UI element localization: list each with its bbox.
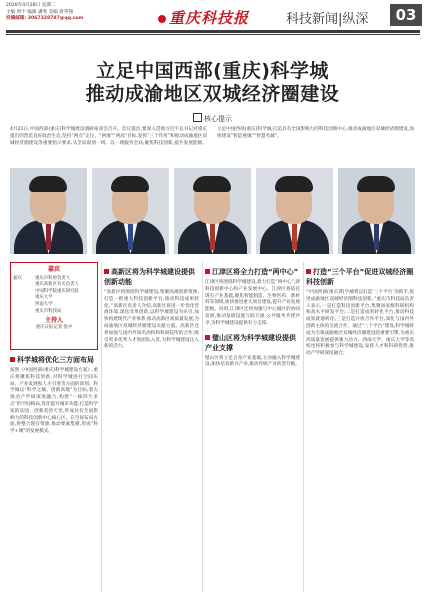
lead-paragraph: 4月21日,中国西部(重庆)科学城建设调研座谈会召开。会议提出,要深入贯彻习近平总书记对重庆提出的营造良好政治生态,坚持“两点”定位、“两地”“两高”目标,发挥“三个作用”和推动成渝地区双城经济圈建设等重要指示要求,从全局谋划一域、以一域服务全局,聚焦科技创新,提升发展能级。立足中国西部(重庆)科学城,打造具有全国影响力的科技创新中心,推动成渝地区双城经济圈建设,加快建设“智造重镇”“智慧名城”。 (10, 127, 414, 146)
right-subheading-text: 打造“三个平台”促进双城经济圈科技创新 (306, 268, 414, 286)
photo-4 (256, 168, 333, 254)
guest-name: 西南大学 (35, 301, 53, 307)
header-rule (6, 30, 420, 33)
column-divider (101, 262, 102, 592)
bullet-icon (10, 357, 15, 362)
guest-role (13, 282, 35, 289)
guest-name: 重庆市科技局 (35, 308, 62, 314)
bullet-icon (104, 269, 109, 274)
column-divider (303, 262, 304, 592)
headline-line-1: 立足中国西部(重庆)科学城 (96, 60, 329, 82)
guest-role (13, 302, 35, 309)
middle-column-2 (205, 262, 300, 369)
guest-row (13, 302, 95, 309)
portrait-tie (46, 224, 51, 250)
left-body: 按照《中国西部(重庆)科学城建设方案》,重庆将聚焦科技创新,对科学城进行空间布局、产业发展和人才引进等方面的谋划。科学城以“科学之城、创新高地”为目标,着力推动产学研深度融合,构建“一核四片多点”的空间格局,优化提升城市功能,打造科学家的乐园、创新者的天堂,形成具有全国影响力的科技创新中心核心区。在空间布局方面,将整合现有资源,推动要素集聚,形成“科学+城”的发展模式。 (10, 368, 98, 435)
page-number: 03 (390, 4, 422, 26)
paper-title: 重庆科技报 (169, 9, 250, 27)
portrait-tie (374, 224, 379, 250)
right-subheading (306, 267, 414, 287)
guest-role: 嘉宾 (13, 275, 22, 281)
guest-role (13, 309, 35, 316)
main-headline (0, 60, 425, 106)
key-point-label (0, 113, 425, 124)
guest-row (13, 289, 95, 296)
column-divider (202, 262, 203, 592)
key-point-text: 核心提示 (204, 115, 232, 123)
photo-5 (338, 168, 415, 254)
paper-masthead (158, 7, 249, 28)
right-column (306, 262, 414, 358)
guest-row (13, 309, 95, 316)
email-line: 投稿邮箱: 3067328787@qq.com (6, 16, 84, 22)
header-rule-thin (6, 34, 420, 35)
mid-subheading (104, 267, 199, 287)
mid-subheading-text: 高新区将为科学城建设提供创新动能 (104, 268, 195, 286)
mid-body: “高新区将围绕科学城建设,集聚高端创新资源,打造一批重大科技创新平台,推动科技成果转化。”高新区负责人介绍,高新区将进一步优化营商环境,深化改革创新,以科学城建设为牵引,加快构建现代产业体系,推动高新区高质量发展,为成渝地区双城经济圈建设贡献力量。高新区还将加强与国内外知名高校和科研院所的合作,吸引更多优秀人才和团队入驻,为科学城建设注入新的活力。 (104, 290, 199, 350)
portrait-tie (292, 224, 297, 250)
editor-line: 主编 周宇 编辑 潘秀 美编 唐英翔 (6, 9, 74, 15)
photo-2 (92, 168, 169, 254)
guest-row (13, 295, 95, 302)
guest-name: 重庆市科协负责人 (35, 275, 71, 281)
mid2-subheading (205, 267, 300, 277)
guest-name: 重庆大学 (35, 295, 53, 301)
section-title: 科技新闻|纵深 (286, 12, 369, 27)
headline-line-2: 推动成渝地区双城经济圈建设 (85, 83, 340, 105)
guest-row (13, 282, 95, 289)
guest-name: 中国科学院重庆研究院 (35, 288, 79, 294)
note-icon (193, 113, 202, 122)
guest-box-title: 嘉宾 (47, 266, 60, 273)
portrait-hair (357, 176, 395, 192)
left-column (10, 262, 98, 436)
mid2-subheading-2-text: 璧山区将为科学城建设提供产业支撑 (205, 333, 296, 352)
section-main: 科技新闻 (286, 12, 339, 27)
masthead-logo-icon (158, 15, 166, 23)
page-header (0, 0, 425, 52)
mid2-subheading-2 (205, 333, 300, 353)
bullet-icon (205, 269, 210, 274)
guest-name: 重庆高新区有关负责人 (35, 282, 79, 288)
photo-1 (10, 168, 87, 254)
mid2-body-2: 璧山区将立足自身产业基础,主动融入科学城建设,加快培育新兴产业,推动传统产业转型升级。 (205, 355, 300, 368)
right-body: “中国西部(重庆)科学城将以打造‘三个平台’为抓手,促进成渝地区双城经济圈科技创新。”重庆市科技局负责人表示,一是打造科技创新平台,集聚国家级科研机构和高水平研发平台;二是打造成果转化平台,推动科技成果就地转化;三是打造开放合作平台,深化与国内外创新主体的交流合作。通过“三个平台”建设,科学城将成为引领成渝地区双城经济圈建设的重要引擎,为重庆高质量发展提供强大动力。西南大学、重庆大学等高校也将积极参与科学城建设,发挥人才和科研优势,推动产学研深度融合。 (306, 290, 414, 357)
portrait-hair (29, 176, 67, 192)
photo-3 (174, 168, 251, 254)
photo-strip (10, 168, 415, 254)
mid2-subheading-text: 江津区将全力打造“两中心” (212, 268, 299, 276)
portrait-hair (111, 176, 149, 192)
mid2-body: 江津区将围绕科学城建设,着力打造“两中心”,即科技创新中心和产业发展中心。江津区将依托现有产业基础,聚焦智能制造、生物医药、新材料等领域,加快推进重大项目建设,提升产业发展能级。同时,江津区还将加强与中心城区的协同发展,推动基础设施互联互通,公共服务共建共享,为科学城建设提供有力支撑。 (205, 280, 300, 326)
bullet-icon (306, 269, 311, 274)
guest-role (13, 289, 35, 296)
portrait-tie (128, 224, 133, 250)
portrait-hair (275, 176, 313, 192)
guest-role (13, 295, 35, 302)
left-subheading-text: 科学城将优化三方面布局 (17, 356, 94, 364)
header-meta (6, 3, 136, 23)
host-name: 重庆日报记者 张中 (35, 324, 73, 330)
host-title: 主持人 (44, 317, 63, 325)
portrait-hair (193, 176, 231, 192)
left-subheading (10, 355, 98, 365)
bullet-icon (205, 335, 210, 340)
date-line: 2020年4月28日 星期二 (6, 3, 56, 8)
middle-column (104, 262, 199, 351)
portrait-tie (210, 224, 215, 250)
guest-box (10, 262, 98, 350)
section-sub: 纵深 (342, 12, 369, 27)
